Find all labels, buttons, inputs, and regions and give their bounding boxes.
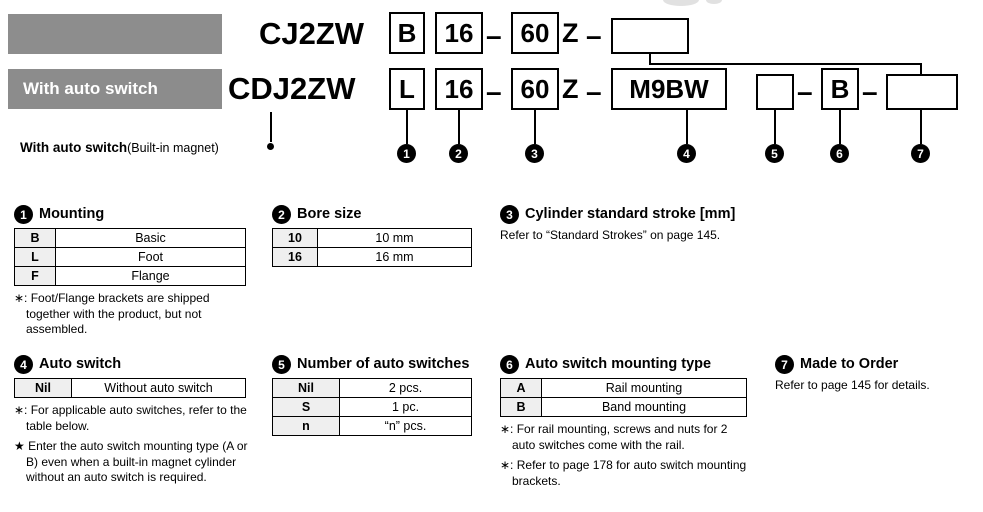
row2-bore-box: 16	[435, 68, 483, 110]
auto-switch-note-1: ∗: For applicable auto switches, refer to the table below.	[14, 403, 247, 433]
row1-stroke-box: 60	[511, 12, 559, 54]
bore-desc-10: 10 mm	[318, 229, 472, 248]
leader-line-made-to-order-horz	[649, 63, 921, 65]
row2-stroke-box: 60	[511, 68, 559, 110]
table-row	[15, 248, 246, 267]
section-mounting-number: 1	[14, 205, 33, 224]
section-auto-switch-mounting-type	[500, 355, 755, 489]
switch-count-desc-n: “n” pcs.	[340, 417, 472, 436]
mounting-desc-l: Foot	[56, 248, 246, 267]
auto-switch-note-2: ★ Enter the auto switch mounting type (A or B) even when a built-in magnet cylinder without an auto switch is required.	[14, 439, 248, 485]
section-cylinder-stroke	[500, 205, 800, 243]
row2-dash-2: –	[586, 76, 602, 107]
row2-auto-switch-box: M9BW	[611, 68, 727, 110]
mount-type-desc-b: Band mounting	[542, 398, 747, 417]
mounting-code-f: F	[15, 267, 56, 286]
caption-small-text: (Built-in magnet)	[127, 141, 219, 155]
row1-made-to-order-box	[611, 18, 689, 54]
section-bore-size-number: 2	[272, 205, 291, 224]
table-row	[501, 379, 747, 398]
row1-z-char: Z	[562, 18, 579, 48]
row1-bore-box: 16	[435, 12, 483, 54]
model-code-cdj2zw: CDJ2ZW	[228, 71, 356, 106]
mounting-table	[14, 228, 246, 286]
bore-code-16: 16	[273, 248, 318, 267]
row2-number-of-switches-box	[756, 74, 794, 110]
table-row	[15, 229, 246, 248]
leader-line-marker7-lower	[920, 110, 922, 144]
section-made-to-order-number: 7	[775, 355, 794, 374]
row1-dash-1: –	[486, 20, 502, 51]
auto-switch-code-nil: Nil	[15, 379, 72, 398]
mounting-code-l: L	[15, 248, 56, 267]
section-auto-switch-mounting-type-header	[500, 355, 755, 374]
model-code-cj2zw: CJ2ZW	[259, 16, 365, 51]
section-mounting	[14, 205, 252, 338]
marker-1: 1	[397, 144, 416, 163]
section-made-to-order-subtext: Refer to page 145 for details.	[775, 378, 930, 392]
scan-artifact	[706, 0, 722, 4]
mount-type-desc-a: Rail mounting	[542, 379, 747, 398]
section-bore-size	[272, 205, 477, 267]
section-mounting-header	[14, 205, 252, 224]
switch-count-desc-nil: 2 pcs.	[340, 379, 472, 398]
switch-count-code-n: n	[273, 417, 340, 436]
row2-dash-1: –	[486, 76, 502, 107]
auto-switch-desc-nil: Without auto switch	[72, 379, 246, 398]
leader-line-marker5	[774, 110, 776, 144]
row2-dash-3: –	[797, 76, 813, 107]
scan-artifact	[663, 0, 699, 6]
auto-switch-mounting-type-table	[500, 378, 747, 417]
section-number-of-auto-switches-title: Number of auto switches	[297, 356, 470, 373]
section-number-of-auto-switches-header	[272, 355, 477, 374]
row1-mounting-box: B	[389, 12, 425, 54]
switch-count-code-s: S	[273, 398, 340, 417]
mounting-note: ∗: Foot/Flange brackets are shipped together with the product, but not assembled.	[14, 291, 210, 337]
mount-type-code-b: B	[501, 398, 542, 417]
mount-type-note-2: ∗: Refer to page 178 for auto switch mounting brackets.	[500, 458, 747, 488]
caption-leader-dot	[267, 143, 274, 150]
table-row	[273, 379, 472, 398]
row2-z-char: Z	[562, 74, 579, 104]
marker-2: 2	[449, 144, 468, 163]
table-row	[15, 379, 246, 398]
section-number-of-auto-switches	[272, 355, 477, 436]
leader-line-marker6	[839, 110, 841, 144]
table-row	[273, 248, 472, 267]
mounting-desc-f: Flange	[56, 267, 246, 286]
section-cylinder-stroke-header	[500, 205, 800, 224]
section-cylinder-stroke-subtext: Refer to “Standard Strokes” on page 145.	[500, 228, 721, 242]
section-bore-size-header	[272, 205, 477, 224]
table-row	[273, 229, 472, 248]
leader-line-marker3	[534, 110, 536, 144]
row2-mounting-type-box: B	[821, 68, 859, 110]
section-number-of-auto-switches-number: 5	[272, 355, 291, 374]
caption-bold-text: With auto switch	[20, 140, 128, 155]
table-row	[501, 398, 747, 417]
leader-line-marker7-vert	[920, 63, 922, 74]
bore-size-table	[272, 228, 472, 267]
switch-count-code-nil: Nil	[273, 379, 340, 398]
row2-made-to-order-box	[886, 74, 958, 110]
marker-3: 3	[525, 144, 544, 163]
mount-type-code-a: A	[501, 379, 542, 398]
row2-dash-4: –	[862, 76, 878, 107]
auto-switch-table	[14, 378, 246, 398]
leader-line-marker2	[458, 110, 460, 144]
section-cylinder-stroke-title: Cylinder standard stroke [mm]	[525, 206, 736, 223]
marker-7: 7	[911, 144, 930, 163]
number-of-auto-switches-table	[272, 378, 472, 436]
marker-6: 6	[830, 144, 849, 163]
row2-mounting-box: L	[389, 68, 425, 110]
with-auto-switch-caption	[20, 141, 219, 155]
with-auto-switch-banner-label: With auto switch	[23, 79, 158, 98]
table-row	[273, 398, 472, 417]
table-row	[273, 417, 472, 436]
section-cylinder-stroke-number: 3	[500, 205, 519, 224]
mount-type-note-1: ∗: For rail mounting, screws and nuts for 2 auto switches come with the rail.	[500, 422, 728, 452]
section-auto-switch-mounting-type-title: Auto switch mounting type	[525, 356, 712, 373]
switch-count-desc-s: 1 pc.	[340, 398, 472, 417]
section-auto-switch	[14, 355, 252, 486]
ordering-part-number-diagram	[0, 0, 983, 175]
section-auto-switch-title: Auto switch	[39, 356, 122, 373]
bore-desc-16: 16 mm	[318, 248, 472, 267]
marker-5: 5	[765, 144, 784, 163]
section-made-to-order-header	[775, 355, 975, 374]
section-made-to-order-title: Made to Order	[800, 356, 899, 373]
row1-gray-block	[8, 14, 222, 54]
marker-4: 4	[677, 144, 696, 163]
section-auto-switch-number: 4	[14, 355, 33, 374]
section-auto-switch-header	[14, 355, 252, 374]
table-row	[15, 267, 246, 286]
mounting-desc-b: Basic	[56, 229, 246, 248]
mounting-code-b: B	[15, 229, 56, 248]
leader-line-caption	[270, 112, 272, 142]
leader-line-marker1	[406, 110, 408, 144]
leader-line-marker4	[686, 110, 688, 144]
bore-code-10: 10	[273, 229, 318, 248]
section-mounting-title: Mounting	[39, 206, 105, 223]
section-bore-size-title: Bore size	[297, 206, 362, 223]
section-auto-switch-mounting-type-number: 6	[500, 355, 519, 374]
section-made-to-order	[775, 355, 975, 393]
row1-dash-2: –	[586, 20, 602, 51]
